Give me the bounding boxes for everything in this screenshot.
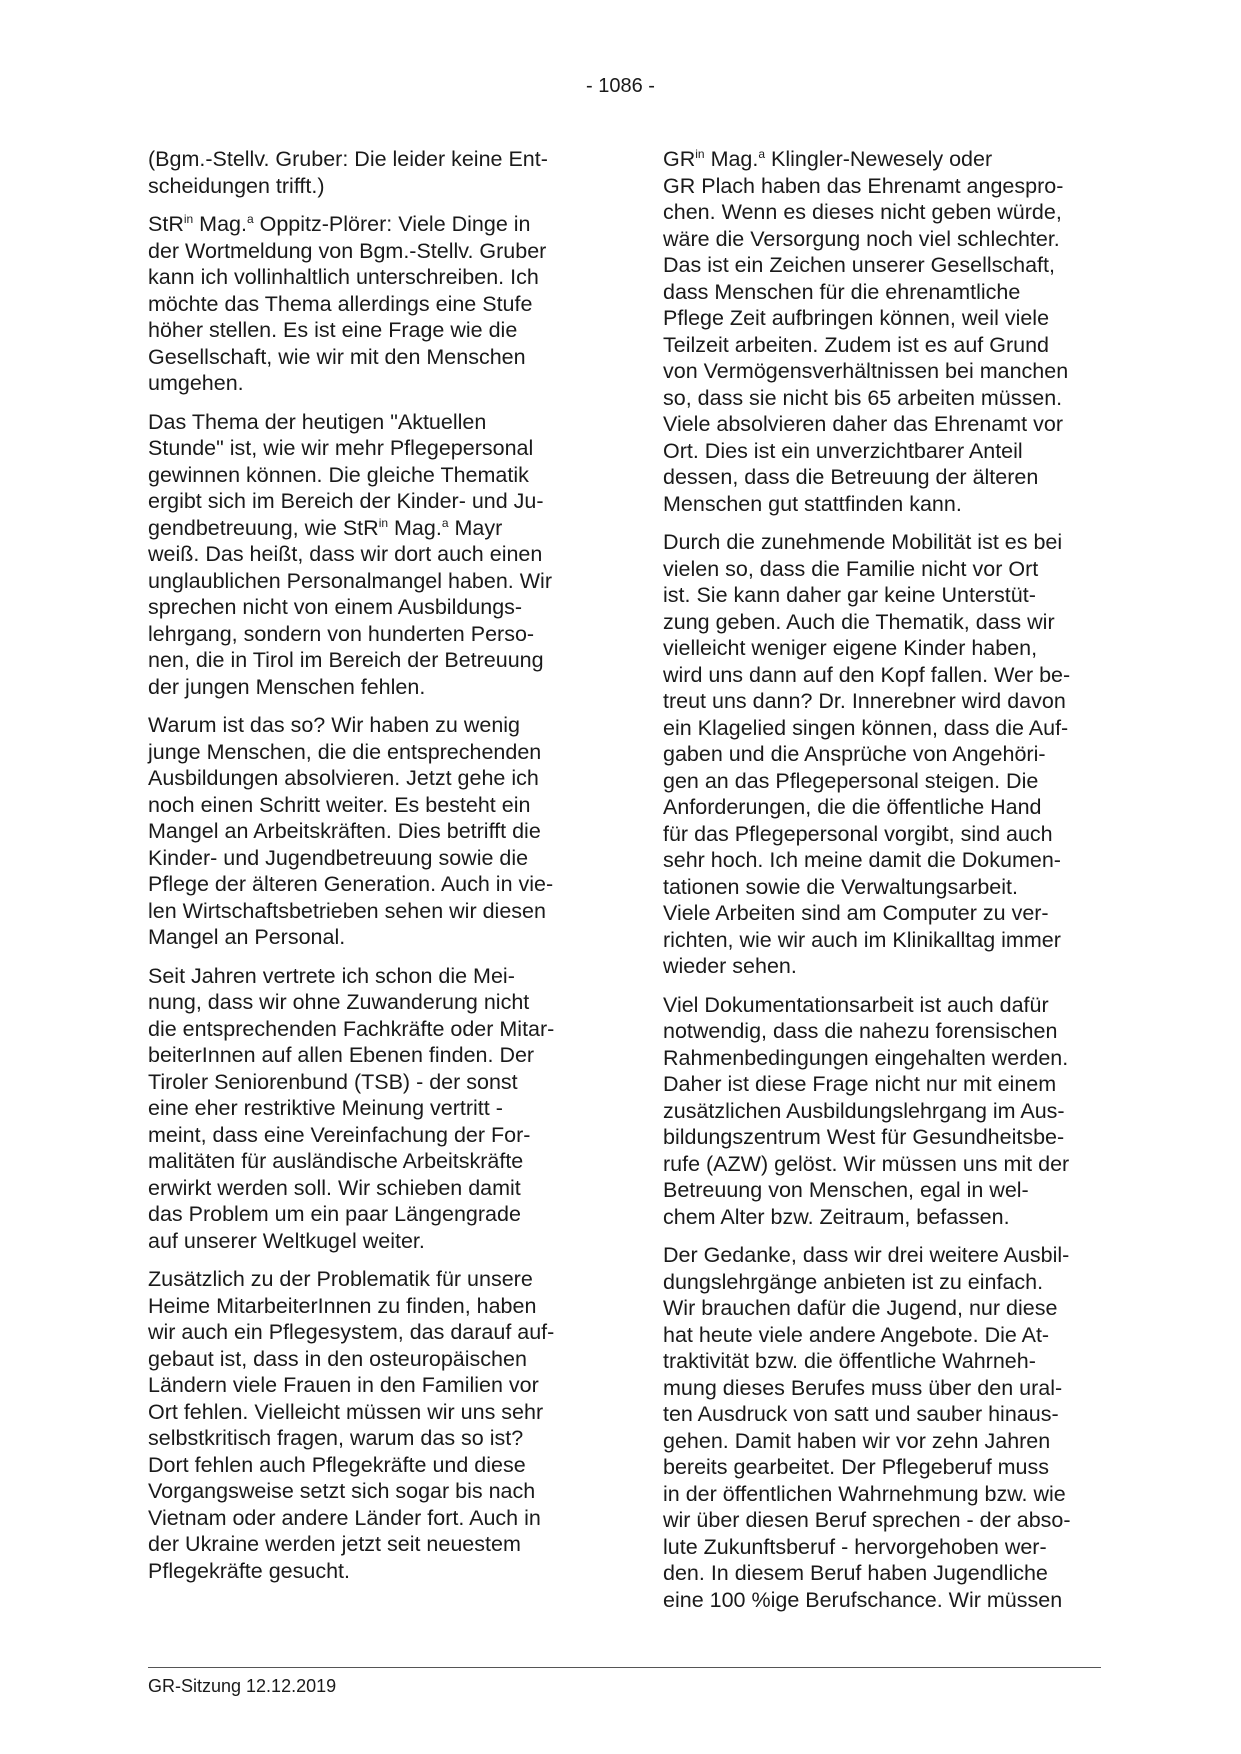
- text-line: Anforderungen, die die öffentliche Hand: [663, 795, 1042, 819]
- text-line: tationen sowie die Verwaltungsarbeit.: [663, 874, 1018, 899]
- text-line: Menschen gut stattfinden kann.: [663, 491, 962, 516]
- text-fragment: Mayr: [448, 515, 503, 540]
- text-line: vielen so, dass die Familie nicht vor Ort: [663, 556, 1039, 581]
- text-line: Stunde" ist, wie wir mehr Pflegepersonal: [148, 436, 534, 460]
- page-number: - 1086 -: [586, 75, 655, 97]
- text-line: GR Plach haben das Ehrenamt angespro-: [663, 173, 1064, 198]
- speaker-title: StR: [148, 212, 184, 236]
- text-line: Pflege Zeit aufbringen können, weil viele: [663, 306, 1050, 330]
- text-line: Gesellschaft, wie wir mit den Menschen: [148, 344, 526, 369]
- text-line: wir über diesen Beruf sprechen - der abso-: [663, 1508, 1071, 1532]
- text-line: eine 100 %ige Berufschance. Wir müssen: [663, 1587, 1063, 1612]
- text-line: noch einen Schritt weiter. Es besteht ein: [148, 792, 531, 817]
- text-line: Dort fehlen auch Pflegekräfte und diese: [148, 1452, 526, 1477]
- text-line: junge Menschen, die die entsprechenden: [148, 739, 542, 764]
- text-line: Zusätzlich zu der Problematik für unsere: [148, 1267, 533, 1291]
- superscript: in: [378, 515, 389, 530]
- text-line: unglaublichen Personalmangel haben. Wir: [148, 568, 552, 593]
- text-fragment: Viele Dinge in: [392, 212, 531, 236]
- text-line: hat heute viele andere Angebote. Die At-: [663, 1322, 1050, 1347]
- footer-divider: [148, 1667, 1101, 1668]
- text-line: Kinder- und Jugendbetreuung sowie die: [148, 845, 529, 870]
- text-line: traktivität bzw. die öffentliche Wahrneh-: [663, 1349, 1036, 1373]
- text-line: lehrgang, sondern von hunderten Perso-: [148, 621, 535, 646]
- text-line: Ausbildungen absolvieren. Jetzt gehe ich: [148, 766, 539, 790]
- text-fragment: Mag.: [704, 147, 759, 171]
- paragraph: [148, 963, 588, 1255]
- text-line: Daher ist diese Frage nicht nur mit einem: [663, 1072, 1057, 1096]
- text-line: so, dass sie nicht bis 65 arbeiten müssen.: [663, 385, 1063, 410]
- text-line: erwirkt werden soll. Wir schieben damit: [148, 1175, 521, 1200]
- paragraph-speech-oppitz-ploerer: [148, 211, 588, 397]
- text-line: Ländern viele Frauen in den Familien vor: [148, 1373, 539, 1397]
- paragraph-interjection: [148, 146, 588, 199]
- text-line: wird uns dann auf den Kopf fallen. Wer be-: [663, 662, 1071, 687]
- text-line: weiß. Das heißt, dass wir dort auch einen: [148, 542, 543, 566]
- text-line: für das Pflegepersonal vorgibt, sind auch: [663, 821, 1053, 846]
- text-line: Wir brauchen dafür die Jugend, nur diese: [663, 1296, 1058, 1320]
- text-line: Ort fehlen. Vielleicht müssen wir uns sehr: [148, 1399, 544, 1424]
- text-line: mung dieses Berufes muss über den ural-: [663, 1375, 1063, 1400]
- text-line: richten, wie wir auch im Klinikalltag immer: [663, 927, 1061, 952]
- text-fragment: GR: [663, 147, 696, 171]
- text-line: eine eher restriktive Meinung vertritt -: [148, 1096, 503, 1120]
- text-line: Viele Arbeiten sind am Computer zu ver-: [663, 901, 1049, 925]
- text-line: den. In diesem Beruf haben Jugendliche: [663, 1561, 1048, 1585]
- text-line: auf unserer Weltkugel weiter.: [148, 1228, 425, 1253]
- text-line: der jungen Menschen fehlen.: [148, 674, 426, 699]
- text-line: vielleicht weniger eigene Kinder haben,: [663, 636, 1038, 660]
- paragraph: [148, 409, 588, 701]
- text-line: möchte das Thema allerdings eine Stufe: [148, 291, 533, 316]
- text-line: Durch die zunehmende Mobilität ist es bei: [663, 530, 1063, 554]
- text-line: beiterInnen auf allen Ebenen finden. Der: [148, 1043, 535, 1067]
- paragraph: [663, 529, 1103, 980]
- speaker-line: [148, 211, 588, 238]
- text-line: gen an das Pflegepersonal steigen. Die: [663, 768, 1039, 793]
- text-line: nen, die in Tirol im Bereich der Betreuung: [148, 648, 544, 672]
- text-line: nung, dass wir ohne Zuwanderung nicht: [148, 990, 530, 1014]
- text-line: gewinnen können. Die gleiche Thematik: [148, 462, 529, 487]
- text-line: wir auch ein Pflegesystem, das darauf auf-: [148, 1320, 555, 1344]
- text-line: umgehen.: [148, 371, 244, 395]
- text-line: zusätzlichen Ausbildungslehrgang im Aus-: [663, 1098, 1065, 1123]
- text-line-with-superscript: [148, 515, 588, 542]
- text-line: in der öffentlichen Wahrnehmung bzw. wie: [663, 1481, 1066, 1506]
- text-line: Mangel an Personal.: [148, 925, 346, 949]
- text-line: ten Ausdruck von satt und sauber hinaus-: [663, 1402, 1059, 1426]
- text-line: chem Alter bzw. Zeitraum, befassen.: [663, 1204, 1010, 1229]
- superscript: a: [758, 146, 766, 161]
- left-column: [148, 146, 588, 1596]
- text-fragment: gendbetreuung, wie StR: [148, 515, 379, 540]
- text-line: der Wortmeldung von Bgm.-Stellv. Gruber: [148, 238, 547, 263]
- superscript: in: [183, 211, 194, 226]
- text-line: ergibt sich im Bereich der Kinder- und Ju-: [148, 489, 544, 513]
- text-line: wäre die Versorgung noch viel schlechter.: [663, 226, 1060, 251]
- text-line: Der Gedanke, dass wir drei weitere Ausbil-: [663, 1243, 1070, 1267]
- text-line: Pflege der älteren Generation. Auch in vie-: [148, 872, 554, 896]
- text-line: Heime MitarbeiterInnen zu finden, haben: [148, 1293, 537, 1318]
- paragraph: [148, 712, 588, 951]
- text-line: das Problem um ein paar Längengrade: [148, 1202, 521, 1226]
- text-line: Warum ist das so? Wir haben zu wenig: [148, 713, 521, 737]
- text-fragment: Mag.: [388, 515, 442, 540]
- paragraph: [663, 992, 1103, 1231]
- text-line: notwendig, dass die nahezu forensischen: [663, 1019, 1058, 1043]
- superscript: a: [246, 211, 254, 226]
- text-line: zung geben. Auch die Thematik, dass wir: [663, 609, 1055, 634]
- text-line: scheidungen trifft.): [148, 173, 325, 198]
- text-line: wieder sehen.: [663, 954, 797, 978]
- text-line: gebaut ist, dass in den osteuropäischen: [148, 1346, 527, 1371]
- text-line: malitäten für ausländische Arbeitskräfte: [148, 1149, 524, 1173]
- text-line: sehr hoch. Ich meine damit die Dokumen-: [663, 848, 1061, 872]
- footer-session-date: GR-Sitzung 12.12.2019: [148, 1676, 337, 1696]
- text-line: rufe (AZW) gelöst. Wir müssen uns mit der: [663, 1151, 1070, 1176]
- superscript: a: [441, 515, 449, 530]
- text-line: ist. Sie kann daher gar keine Unterstüt-: [663, 583, 1036, 607]
- text-line: Pflegekräfte gesucht.: [148, 1558, 350, 1583]
- text-line: (Bgm.-Stellv. Gruber: Die leider keine Ent-: [148, 147, 548, 171]
- text-line: Vietnam oder andere Länder fort. Auch in: [148, 1505, 541, 1530]
- superscript: in: [695, 146, 705, 161]
- right-column: [663, 146, 1103, 1625]
- text-line: die entsprechenden Fachkräfte oder Mitar-: [148, 1016, 555, 1041]
- speaker-name: Oppitz-Plörer:: [253, 212, 393, 236]
- text-line: Das ist ein Zeichen unserer Gesellschaft,: [663, 253, 1055, 277]
- paragraph: [663, 1242, 1103, 1613]
- text-line: der Ukraine werden jetzt seit neuestem: [148, 1532, 521, 1556]
- text-line: Vorgangsweise setzt sich sogar bis nach: [148, 1479, 536, 1503]
- text-line: Viel Dokumentationsarbeit ist auch dafür: [663, 992, 1049, 1017]
- text-line: kann ich vollinhaltlich unterschreiben. Ich: [148, 265, 539, 289]
- text-line: Mangel an Arbeitskräften. Dies betrifft die: [148, 819, 541, 843]
- text-line: gaben und die Ansprüche von Angehöri-: [663, 742, 1046, 766]
- text-line: dungslehrgänge anbieten ist zu einfach.: [663, 1269, 1044, 1294]
- text-line: Ort. Dies ist ein unverzichtbarer Anteil: [663, 438, 1023, 463]
- text-line: meint, dass eine Vereinfachung der For-: [148, 1122, 531, 1147]
- text-line: höher stellen. Es ist eine Frage wie die: [148, 318, 518, 342]
- text-line: Das Thema der heutigen "Aktuellen: [148, 409, 487, 434]
- text-line: len Wirtschaftsbetrieben sehen wir diesen: [148, 898, 546, 923]
- text-line: gehen. Damit haben wir vor zehn Jahren: [663, 1428, 1051, 1453]
- text-line: Viele absolvieren daher das Ehrenamt vor: [663, 412, 1063, 436]
- text-line: treut uns dann? Dr. Innerebner wird davon: [663, 689, 1066, 713]
- text-line: ein Klagelied singen können, dass die Auf-: [663, 715, 1069, 740]
- text-line: Tiroler Seniorenbund (TSB) - der sonst: [148, 1069, 518, 1094]
- text-fragment: Klingler-Newesely oder: [765, 147, 993, 171]
- text-line: Seit Jahren vertrete ich schon die Mei-: [148, 963, 515, 988]
- text-line-with-superscript: [663, 146, 1103, 173]
- text-line: Betreuung von Menschen, egal in wel-: [663, 1178, 1029, 1202]
- text-line: dass Menschen für die ehrenamtliche: [663, 279, 1021, 304]
- text-line: chen. Wenn es dieses nicht geben würde,: [663, 200, 1062, 224]
- paragraph: [663, 146, 1103, 517]
- text-line: lute Zukunftsberuf - hervorgehoben wer-: [663, 1534, 1047, 1559]
- text-line: bereits gearbeitet. Der Pflegeberuf muss: [663, 1455, 1050, 1479]
- text-line: sprechen nicht von einem Ausbildungs-: [148, 595, 523, 619]
- text-line: Teilzeit arbeiten. Zudem ist es auf Grund: [663, 332, 1049, 357]
- text-line: von Vermögensverhältnissen bei manchen: [663, 359, 1069, 383]
- speaker-title: Mag.: [193, 212, 247, 236]
- text-line: Rahmenbedingungen eingehalten werden.: [663, 1045, 1069, 1070]
- paragraph: [148, 1266, 588, 1584]
- text-line: selbstkritisch fragen, warum das so ist?: [148, 1426, 524, 1450]
- text-line: bildungszentrum West für Gesundheitsbe-: [663, 1125, 1065, 1149]
- text-line: dessen, dass die Betreuung der älteren: [663, 465, 1039, 489]
